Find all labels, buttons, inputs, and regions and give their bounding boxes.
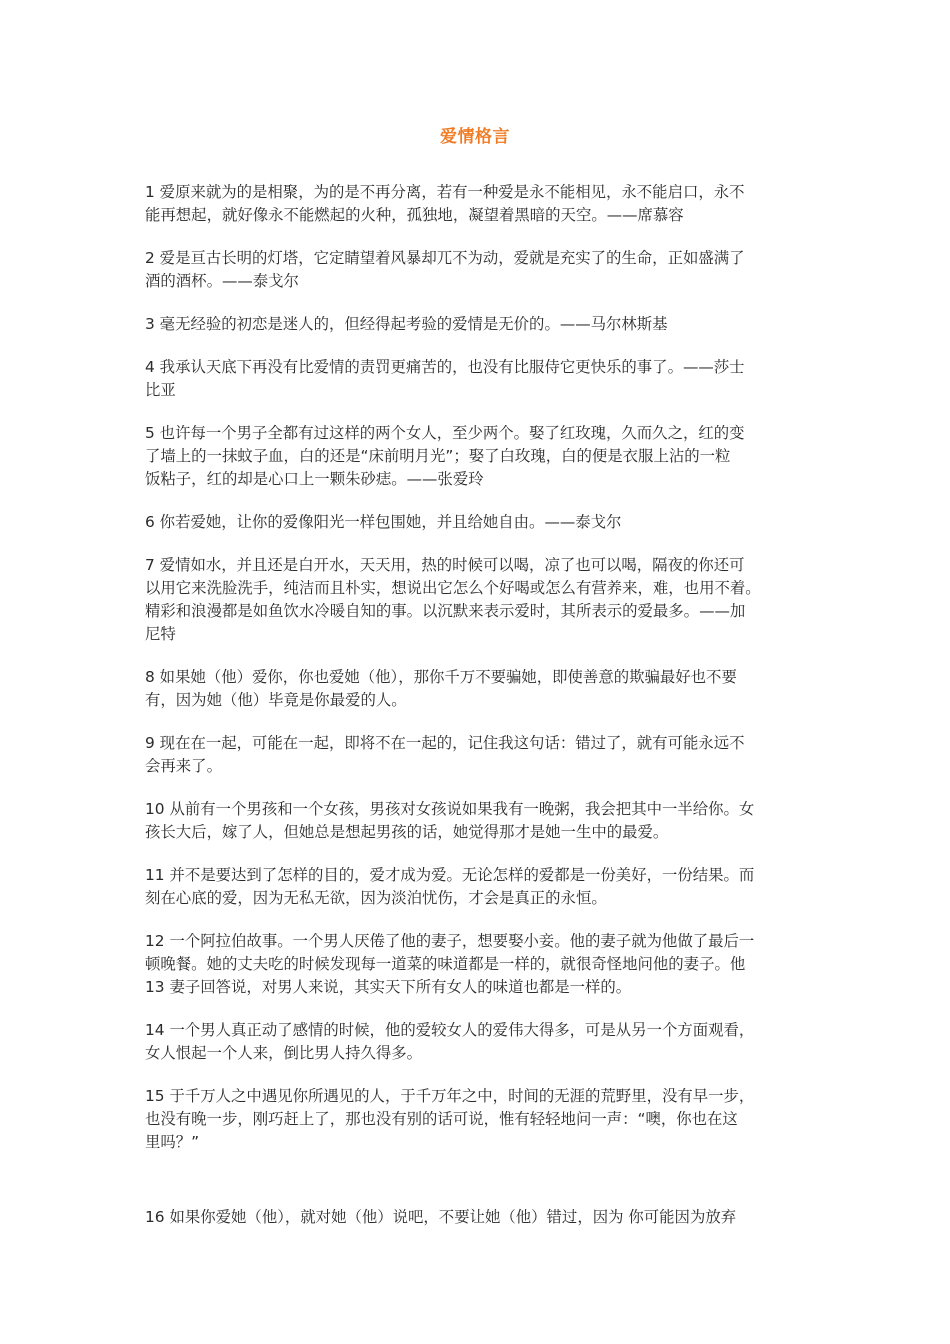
text-line: 以用它来洗脸洗手，纯洁而且朴实，想说出它怎么个好喝或怎么有营养来，难，也用不着。 (145, 579, 761, 597)
document-body (145, 181, 805, 1249)
text-line: 孩长大后，嫁了人，但她总是想起男孩的话，她觉得那才是她一生中的最爱。 (145, 823, 669, 841)
text-line: 1 爱原来就为的是相聚，为的是不再分离，若有一种爱是永不能相见，永不能启口，永不 (145, 183, 745, 201)
text-line: 也没有晚一步，刚巧赶上了，那也没有别的话可说，惟有轻轻地问一声：“噢，你也在这 (145, 1110, 738, 1128)
text-line: 能再想起，就好像永不能燃起的火种，孤独地，凝望着黑暗的天空。——席慕容 (145, 206, 684, 224)
quote-paragraph-10 (145, 798, 805, 844)
text-line: 15 于千万人之中遇见你所遇见的人，于千万年之中，时间的无涯的荒野里，没有早一步， (145, 1087, 755, 1105)
quote-paragraph-6 (145, 511, 805, 534)
text-line: 10 从前有一个男孩和一个女孩，男孩对女孩说如果我有一晚粥，我会把其中一半给你。女 (145, 800, 755, 818)
quote-paragraph-1 (145, 181, 805, 227)
text-line: 14 一个男人真正动了感情的时候，他的爱较女人的爱伟大得多，可是从另一个方面观看， (145, 1021, 755, 1039)
text-line: 6 你若爱她，让你的爱像阳光一样包围她，并且给她自由。——泰戈尔 (145, 513, 622, 531)
quote-paragraph-14 (145, 1019, 805, 1065)
text-line: 顿晚餐。她的丈夫吃的时候发现每一道菜的味道都是一样的，就很奇怪地问他的妻子。他 (145, 955, 746, 973)
text-line: 9 现在在一起，可能在一起，即将不在一起的，记住我这句话：错过了，就有可能永远不 (145, 734, 745, 752)
quote-paragraph-15 (145, 1085, 805, 1154)
text-line: 有，因为她（他）毕竟是你最爱的人。 (145, 691, 407, 709)
document-title: 爱情格言 (440, 127, 510, 147)
text-line: 12 一个阿拉伯故事。一个男人厌倦了他的妻子，想要娶小妾。他的妻子就为他做了最后一 (145, 932, 755, 950)
quote-paragraph-7 (145, 554, 805, 646)
text-line: 4 我承认天底下再没有比爱情的责罚更痛苦的，也没有比服侍它更快乐的事了。——莎士 (145, 358, 745, 376)
text-line: 11 并不是要达到了怎样的目的，爱才成为爱。无论怎样的爱都是一份美好，一份结果。而 (145, 866, 755, 884)
quote-paragraph-2 (145, 247, 805, 293)
quote-paragraph-8 (145, 666, 805, 712)
text-line: 7 爱情如水，并且还是白开水，天天用，热的时候可以喝，凉了也可以喝，隔夜的你还可 (145, 556, 745, 574)
text-line: 尼特 (145, 625, 176, 643)
text-line: 比亚 (145, 381, 176, 399)
text-line: 会再来了。 (145, 757, 222, 775)
quote-paragraph-16 (145, 1206, 805, 1229)
text-line: 3 毫无经验的初恋是迷人的，但经得起考验的爱情是无价的。——马尔林斯基 (145, 315, 668, 333)
text-line: 饭粘子，红的却是心口上一颗朱砂痣。——张爱玲 (145, 470, 484, 488)
text-line: 精彩和浪漫都是如鱼饮水冷暖自知的事。以沉默来表示爱时，其所表示的爱最多。——加 (145, 602, 746, 620)
quote-paragraph-5 (145, 422, 805, 491)
text-line: 5 也许每一个男子全都有过这样的两个女人，至少两个。娶了红玫瑰，久而久之，红的变 (145, 424, 745, 442)
quote-paragraph-11 (145, 864, 805, 910)
text-line: 里吗？” (145, 1133, 200, 1151)
quote-paragraph-12 (145, 930, 805, 999)
text-line: 8 如果她（他）爱你，你也爱她（他），那你千万不要骗她，即使善意的欺骗最好也不要 (145, 668, 737, 686)
quote-paragraph-3 (145, 313, 805, 336)
text-line: 酒的酒杯。——泰戈尔 (145, 272, 299, 290)
quote-paragraph-4 (145, 356, 805, 402)
text-line: 了墙上的一抹蚊子血，白的还是“床前明月光”；娶了白玫瑰，白的便是衣服上沾的一粒 (145, 447, 731, 465)
text-line: 2 爱是亘古长明的灯塔，它定睛望着风暴却兀不为动，爱就是充实了的生命，正如盛满了 (145, 249, 745, 267)
text-line: 女人恨起一个人来，倒比男人持久得多。 (145, 1044, 423, 1062)
text-line: 刻在心底的爱，因为无私无欲，因为淡泊忧伤，才会是真正的永恒。 (145, 889, 607, 907)
text-line: 16 如果你爱她（他），就对她（他）说吧，不要让她（他）错过，因为 你可能因为放弃 (145, 1208, 737, 1226)
quote-paragraph-9 (145, 732, 805, 778)
text-line: 13 妻子回答说，对男人来说，其实天下所有女人的味道也都是一样的。 (145, 978, 632, 996)
